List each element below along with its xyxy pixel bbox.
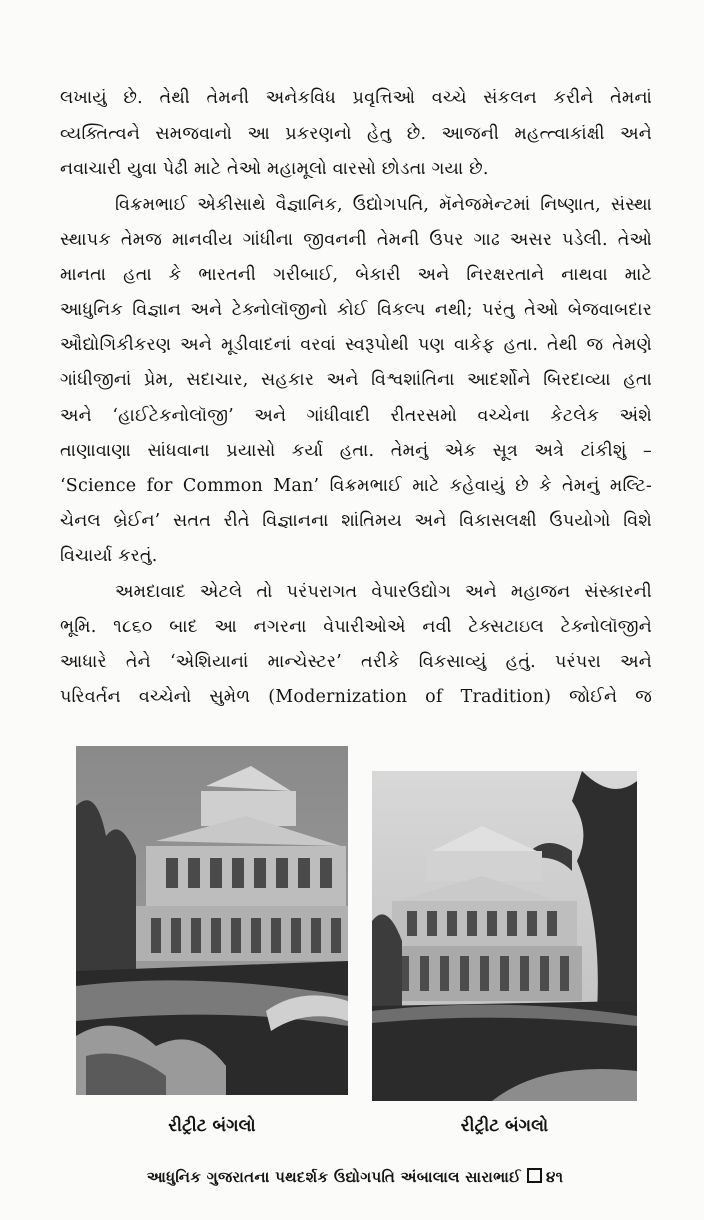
text-line: લખાયું છે. તેથી તેમની અનેકવિધ પ્રવૃત્તિઓ વચ્ચે સંકલન કરીને તેમનાં bbox=[60, 88, 652, 108]
text-line: વિચાર્યા કરતું. bbox=[60, 546, 158, 566]
photo-caption-left: રીટ્રીટ બંગલો bbox=[168, 1116, 256, 1136]
text-line: નવાચારી યુવા પેઢી માટે તેઓ મહામૂલો વારસો છોડતા ગયા છે. bbox=[60, 159, 489, 179]
text-line: તાણાવાણા સાંધવાના પ્રયાસો કર્યા હતા. તેમનું એક સૂત્ર અત્રે ટાંકીશું – bbox=[60, 441, 652, 461]
text-line: માનતા હતા કે ભારતની ગરીબાઈ, બેકારી અને નિરક્ષરતાને નાથવા માટે bbox=[60, 265, 652, 285]
page-box-icon bbox=[527, 1168, 542, 1183]
text-line: વ્યક્તિત્વને સમજવાનો આ પ્રકરણનો હેતુ છે. આજની મહત્ત્વાકાંક્ષી અને bbox=[60, 124, 652, 144]
text-line: ભૂમિ. ૧૮૬૦ બાદ આ નગરના વેપારીઓએ નવી ટેક્સટાઇલ ટેક્નોલૉજીને bbox=[60, 617, 652, 637]
bungalow-photo-left bbox=[76, 746, 348, 1095]
text-line: પરિવર્તન વચ્ચેનો સુમેળ (Modernization of Tradition) જોઈને જ bbox=[60, 687, 652, 707]
page-number: ૪૧ bbox=[545, 1168, 564, 1186]
text-line: આધુનિક વિજ્ઞાન અને ટેક્નોલૉજીનો કોઈ વિકલ્પ નથી; પરંતુ તેઓ બેજવાબદાર bbox=[60, 300, 652, 320]
text-line: ગાંધીજીનાં પ્રેમ, સદાચાર, સહકાર અને વિશ્વશાંતિના આદર્શોને બિરદાવ્યા હતા bbox=[60, 370, 652, 390]
running-footer-title: આધુનિક ગુજરાતના પથદર્શક ઉદ્યોગપતિ અંબાલાલ સારાભાઈ bbox=[146, 1168, 521, 1186]
text-line: વિક્રમભાઈ એકીસાથે વૈજ્ઞાનિક, ઉદ્યોગપતિ, મૅનેજમેન્ટમાં નિષ્ણાત, સંસ્થા bbox=[115, 195, 652, 215]
photo-caption-right: રીટ્રીટ બંગલો bbox=[460, 1116, 549, 1136]
page-footer bbox=[55, 1168, 655, 1186]
text-line: સ્થાપક તેમજ માનવીય ગાંધીના જીવનની તેમની ઉપર ગાઢ અસર પડેલી. તેઓ bbox=[60, 230, 652, 250]
text-line: અમદાવાદ એટલે તો પરંપરાગત વેપારઉદ્યોગ અને મહાજન સંસ્કારની bbox=[115, 582, 652, 602]
text-line: આધારે તેને ‘એશિયાનાં માન્ચેસ્ટર’ તરીકે વિકસાવ્યું હતું. પરંપરા અને bbox=[60, 652, 652, 672]
text-line: અને ‘હાઈટેકનોલૉજી’ અને ગાંધીવાદી રીતરસમો વચ્ચેના કેટલેક અંશે bbox=[60, 406, 652, 426]
bungalow-photo-right bbox=[372, 771, 637, 1101]
text-line: ‘Science for Common Man’ વિક્રમભાઈ માટે કહેવાયું છે કે તેમનું મલ્ટિ- bbox=[60, 476, 652, 496]
text-line: ઔદ્યોગિકીકરણ અને મૂડીવાદનાં વરવાં સ્વરૂપોથી પણ વાકેફ હતા. તેથી જ તેમણે bbox=[60, 335, 652, 355]
text-line: ચેનલ બ્રેઈન’ સતત રીતે વિજ્ઞાનના શાંતિમય અને વિકાસલક્ષી ઉપયોગો વિશે bbox=[60, 511, 652, 531]
